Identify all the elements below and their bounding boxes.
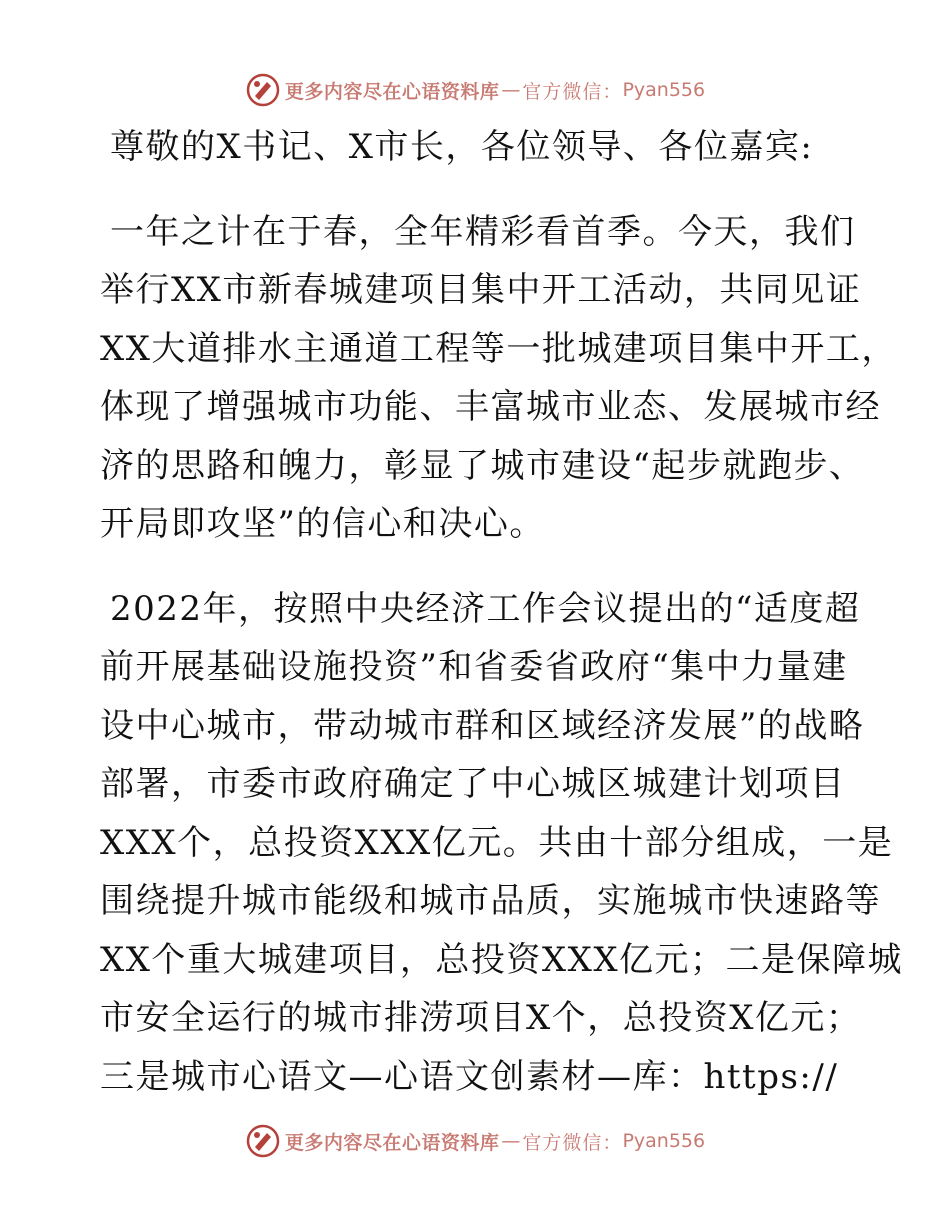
brand-logo-icon xyxy=(245,72,281,108)
text-line: 部署，市委市政府确定了中心城区城建计划项目 xyxy=(100,764,846,804)
text-line: 前开展基础设施投资”和省委省政府“集中力量建 xyxy=(100,647,848,687)
watermark-footer xyxy=(0,1121,950,1161)
text-line: 2022年，按照中央经济工作会议提出的“适度超 xyxy=(110,588,861,629)
watermark-text: 更多内容尽在心语资料库 xyxy=(284,1131,500,1154)
text-line: 济的思路和魄力，彰显了城市建设“起步就跑步、 xyxy=(100,445,865,486)
watermark-separator: — xyxy=(501,79,521,101)
text-line: XX大道排水主通道工程等一批城建项目集中开工， xyxy=(100,328,897,369)
watermark-text: 更多内容尽在心语资料库 xyxy=(284,80,500,103)
text-line: 开局即攻坚”的信心和决心。 xyxy=(100,504,545,544)
text-line: 设中心城市，带动城市群和区域经济发展”的战略 xyxy=(100,705,865,746)
watermark-header xyxy=(0,70,950,110)
watermark-wechat-id: Pyan556 xyxy=(622,79,706,101)
text-line: 体现了增强城市功能、丰富城市业态、发展城市经 xyxy=(100,387,881,427)
watermark-separator: — xyxy=(501,1130,521,1152)
greeting-line: 尊敬的X书记、X市长，各位领导、各位嘉宾: xyxy=(110,127,814,167)
text-line: 围绕提升城市能级和城市品质，实施城市快速路等 xyxy=(100,881,881,921)
brand-logo-icon xyxy=(245,1123,281,1159)
greeting xyxy=(100,118,860,177)
text-line: 三是城市心语文—心语文创素材—库：https:// xyxy=(100,1056,839,1097)
text-line: XX个重大城建项目，总投资XXX亿元；二是保障城 xyxy=(100,939,904,980)
paragraph-1 xyxy=(100,203,897,554)
paragraph-2 xyxy=(100,580,904,1107)
watermark-wechat-label: 官方微信： xyxy=(522,1131,623,1154)
watermark-wechat-label: 官方微信： xyxy=(522,80,623,103)
text-line: 举行XX市新春城建项目集中开工活动，共同见证 xyxy=(100,270,862,310)
text-line: XXX个，总投资XXX亿元。共由十部分组成，一是 xyxy=(100,822,894,863)
document-body xyxy=(100,118,904,1106)
watermark-wechat-id: Pyan556 xyxy=(622,1130,706,1152)
text-line: 市安全运行的城市排涝项目X个，总投资X亿元； xyxy=(100,998,862,1038)
text-line: 一年之计在于春，全年精彩看首季。今天，我们 xyxy=(110,211,856,252)
